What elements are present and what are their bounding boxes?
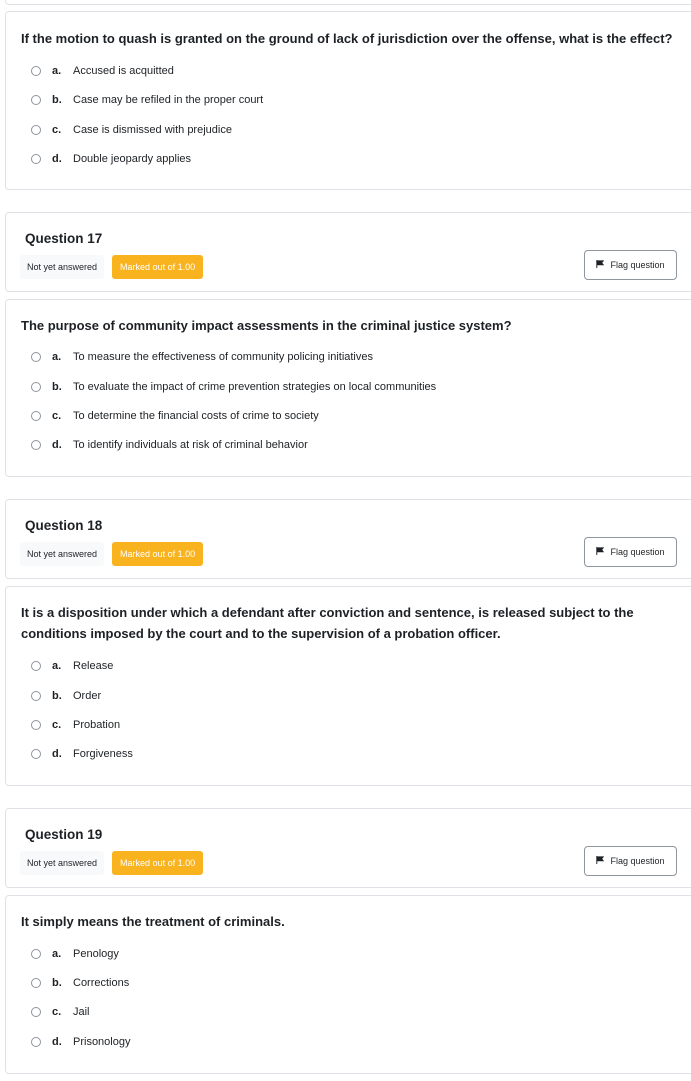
question-19-info-card	[5, 808, 691, 888]
question-18-content	[5, 586, 691, 786]
radio-button[interactable]	[31, 382, 41, 392]
question-19-flag-button[interactable]	[584, 846, 677, 876]
question-18-title: Question 18	[25, 518, 103, 533]
question-16-option-a[interactable]: a. Accused is acquitted	[31, 62, 671, 80]
radio-button[interactable]	[31, 720, 41, 730]
radio-button[interactable]	[31, 95, 41, 105]
question-16-content	[5, 11, 691, 190]
question-17-option-b[interactable]: b. To evaluate the impact of crime prevention strategies on local communities	[31, 378, 671, 396]
radio-button[interactable]	[31, 411, 41, 421]
previous-question-info-card	[5, 0, 691, 5]
question-18-option-d[interactable]: d. Forgiveness	[31, 745, 671, 763]
flag-icon	[596, 547, 604, 557]
question-17-flag-button[interactable]	[584, 250, 677, 280]
question-18-option-b[interactable]: b. Order	[31, 687, 671, 705]
question-19-text: It simply means the treatment of criminals.	[21, 914, 285, 929]
question-18-flag-button[interactable]	[584, 537, 677, 567]
question-16-option-d[interactable]: d. Double jeopardy applies	[31, 150, 671, 168]
question-17-grade-badge: Marked out of 1.00	[112, 255, 203, 279]
question-17-state: Not yet answered	[20, 255, 104, 279]
question-17-content	[5, 299, 691, 477]
radio-button[interactable]	[31, 154, 41, 164]
radio-button[interactable]	[31, 352, 41, 362]
question-19-option-c[interactable]: c. Jail	[31, 1003, 671, 1021]
question-18-grade-badge: Marked out of 1.00	[112, 542, 203, 566]
question-16-option-c[interactable]: c. Case is dismissed with prejudice	[31, 121, 671, 139]
question-19-option-b[interactable]: b. Corrections	[31, 974, 671, 992]
question-18-text: It is a disposition under which a defendant after conviction and sentence, is released subject to the conditions imposed by the court and to the supervision of a probation officer.	[21, 605, 634, 641]
flag-icon	[596, 856, 604, 866]
question-19-content	[5, 895, 691, 1074]
radio-button[interactable]	[31, 949, 41, 959]
radio-button[interactable]	[31, 440, 41, 450]
radio-button[interactable]	[31, 1037, 41, 1047]
flag-button-label: Flag question	[610, 547, 665, 557]
question-18-info-card	[5, 499, 691, 579]
question-17-info-card	[5, 212, 691, 292]
question-19-state: Not yet answered	[20, 851, 104, 875]
question-19-meta	[20, 851, 203, 875]
flag-button-label: Flag question	[610, 856, 665, 866]
question-19-option-a[interactable]: a. Penology	[31, 945, 671, 963]
question-17-option-d[interactable]: d. To identify individuals at risk of criminal behavior	[31, 436, 671, 454]
question-16-text: If the motion to quash is granted on the ground of lack of jurisdiction over the offense, what is the effect?	[21, 31, 673, 46]
question-16-option-b[interactable]: b. Case may be refiled in the proper court	[31, 91, 671, 109]
question-17-option-a[interactable]: a. To measure the effectiveness of community policing initiatives	[31, 348, 671, 366]
question-18-meta	[20, 542, 203, 566]
question-18-option-c[interactable]: c. Probation	[31, 716, 671, 734]
question-19-grade-badge: Marked out of 1.00	[112, 851, 203, 875]
question-19-option-d[interactable]: d. Prisonology	[31, 1033, 671, 1051]
radio-button[interactable]	[31, 978, 41, 988]
radio-button[interactable]	[31, 66, 41, 76]
question-18-state: Not yet answered	[20, 542, 104, 566]
radio-button[interactable]	[31, 749, 41, 759]
radio-button[interactable]	[31, 661, 41, 671]
question-18-option-a[interactable]: a. Release	[31, 657, 671, 675]
radio-button[interactable]	[31, 1007, 41, 1017]
question-17-meta	[20, 255, 203, 279]
question-17-text: The purpose of community impact assessments in the criminal justice system?	[21, 318, 512, 333]
flag-icon	[596, 260, 604, 270]
radio-button[interactable]	[31, 125, 41, 135]
question-17-option-c[interactable]: c. To determine the financial costs of crime to society	[31, 407, 671, 425]
question-17-title: Question 17	[25, 231, 103, 246]
question-19-title: Question 19	[25, 827, 103, 842]
radio-button[interactable]	[31, 691, 41, 701]
flag-button-label: Flag question	[610, 260, 665, 270]
